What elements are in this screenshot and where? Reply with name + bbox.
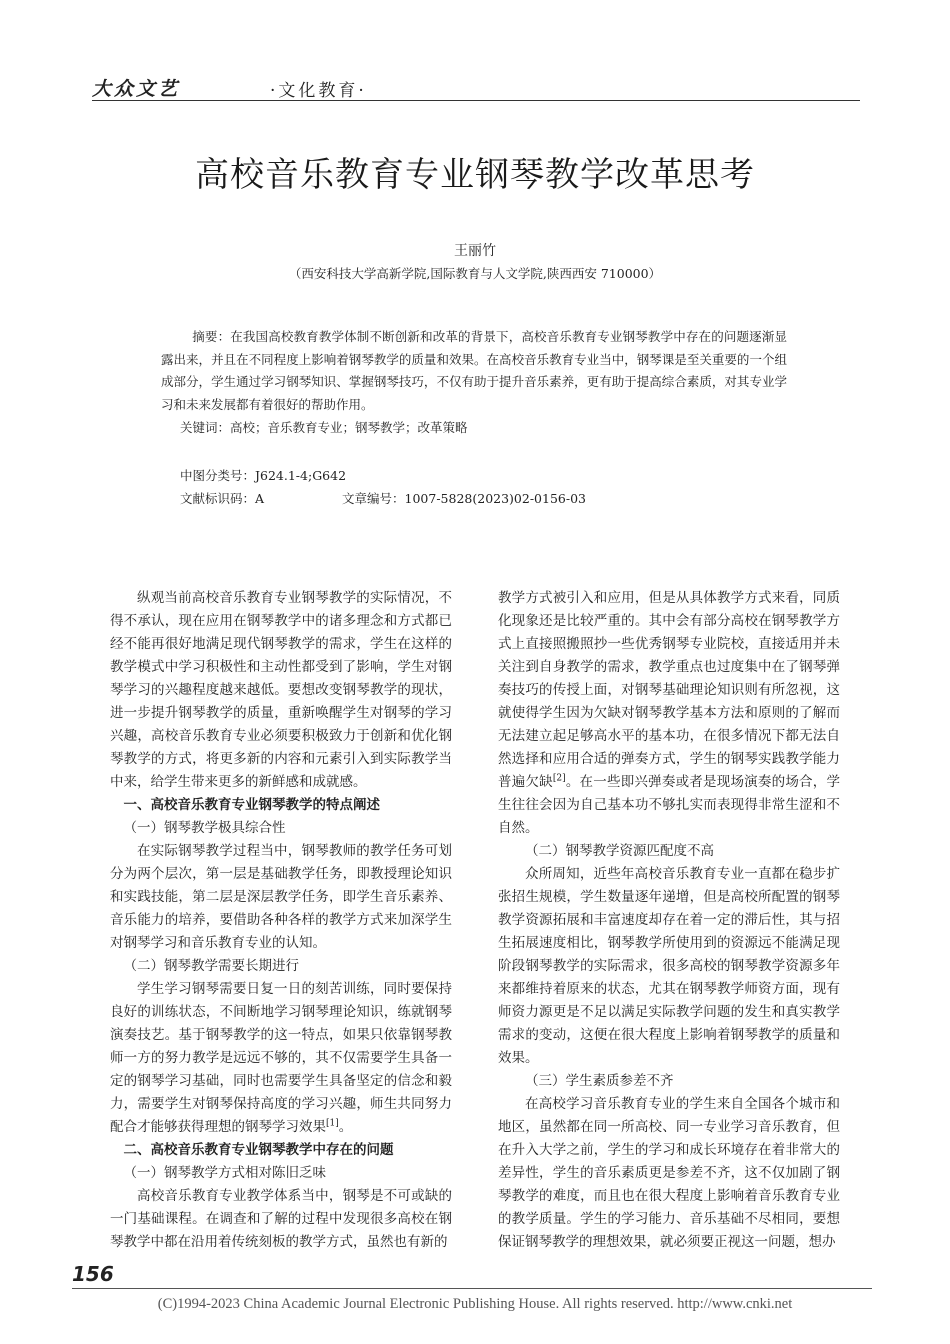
document-code-value: A	[255, 491, 265, 506]
paragraph: 在高校学习音乐教育专业的学生来自全国各个城市和地区，虽然都在同一所高校、同一专业学习音乐教育，但在升入大学之前，学生的学习和成长环境存在着非常大的差异性，学生的音乐素质更是参差不齐，这不仅加剧了钢琴教学的难度，而且也在很大程度上影响着音乐教育专业的教学质量。学生的学习能力、音乐基础不尽相同，要想保证钢琴教学的理想效果，就必须要正视这一问题，想办	[498, 1096, 840, 1250]
paragraph: 纵观当前高校音乐教育专业钢琴教学的实际情况，不得不承认，现在应用在钢琴教学中的诸多理念和方式都已经不能再很好地满足现代钢琴教学的需求，学生在这样的教学模式中学习积极性和主动性都受到了影响，学生对钢琴学习的兴趣程度越来越低。要想改变钢琴教学的现状，进一步提升钢琴教学的质量，重新唤醒学生对钢琴的学习兴趣，高校音乐教育专业必须要积极致力于创新和优化钢琴教学的方式，将更多新的内容和元素引入到实际教学当中来，给学生带来更多的新鲜感和成就感。	[110, 590, 452, 790]
body-column-right	[498, 587, 840, 1254]
document-code	[180, 489, 264, 507]
classification-label: 中图分类号：	[180, 468, 256, 483]
article-number-value: 1007-5828(2023)02-0156-03	[404, 491, 586, 506]
paragraph: 在实际钢琴教学过程当中，钢琴教师的教学任务可划分为两个层次，第一层是基础教学任务，即教授理论知识和实践技能，第二层是深层教学任务，即学生音乐素养、音乐能力的培养，要借助各种各样的教学方式来加深学生对钢琴学习和音乐教育专业的认知。	[110, 843, 452, 951]
classification-value: J624.1-4;G642	[255, 468, 347, 483]
abstract-text: 在我国高校教育教学体制不断创新和改革的背景下，高校音乐教育专业钢琴教学中存在的问题逐渐显露出来，并且在不同程度上影响着钢琴教学的质量和效果。在高校音乐教育专业当中，钢琴课是至关重要的一个组成部分，学生通过学习钢琴知识、掌握钢琴技巧，不仅有助于提升音乐素养，更有助于提高综合素质，对其专业学习和未来发展都有着很好的帮助作用。	[161, 329, 787, 412]
subsection-heading: （二）钢琴教学资源匹配度不高	[525, 843, 714, 859]
author-affiliation: （西安科技大学高新学院,国际教育与人文学院,陕西西安 710000）	[288, 266, 662, 281]
document-code-label: 文献标识码：	[180, 491, 256, 506]
citation-ref[interactable]: [1]	[326, 1118, 339, 1129]
paragraph-text: 学生学习钢琴需要日复一日的刻苦训练，同时要保持良好的训练状态，不间断地学习钢琴理论知识，练就钢琴演奏技艺。基于钢琴教学的这一特点，如果只依靠钢琴教师一方的努力教学是远远不够的，其不仅需要学生具备一定的钢琴学习基础，同时也需要学生具备坚定的信念和毅力，需要学生对钢琴保持高度的学习兴趣，师生共同努力配合才能够获得理想的钢琴学习效果	[110, 981, 452, 1135]
subsection-heading: （三）学生素质参差不齐	[525, 1073, 674, 1089]
journal-name: 大众文艺	[92, 78, 181, 100]
paragraph-text: 。在一些即兴弹奏或者是现场演奏的场合，学生往往会因为自己基本功不够扎实而表现得非常生涩和不自然。	[498, 774, 840, 836]
paragraph: 高校音乐教育专业教学体系当中，钢琴是不可或缺的一门基础课程。在调查和了解的过程中发现很多高校在钢琴教学中都在沿用着传统刻板的教学方式，虽然也有新的	[110, 1188, 452, 1250]
classification-number	[180, 466, 346, 484]
abstract	[161, 326, 787, 416]
subsection-heading: （一）钢琴教学极具综合性	[123, 820, 286, 836]
author-name: 王丽竹	[454, 243, 496, 259]
paragraph: 众所周知，近些年高校音乐教育专业一直都在稳步扩张招生规模，学生数量逐年递增，但是高校所配置的钢琴教学资源拓展和丰富速度却存在着一定的滞后性，其与招生拓展速度相比，钢琴教学所使用到的资源远不能满足现阶段钢琴教学的实际需求，很多高校的钢琴教学资源多年来都维持着原来的状态，尤其在钢琴教学师资方面，现有师资力源更是不足以满足实际教学问题的发生和真实教学需求的变动，这便在很大程度上影响着钢琴教学的质量和效果。	[498, 866, 840, 1066]
section-heading: 一、高校音乐教育专业钢琴教学的特点阐述	[123, 797, 380, 813]
keywords	[180, 418, 786, 436]
copyright-notice: (C)1994-2023 China Academic Journal Electronic Publishing House. All rights reserved. http://www.cnki.net	[157, 1296, 793, 1312]
section-heading: 二、高校音乐教育专业钢琴教学中存在的问题	[123, 1142, 394, 1158]
keywords-label: 关键词：	[180, 420, 231, 435]
citation-ref[interactable]: [2]	[552, 773, 566, 784]
article-number	[342, 489, 586, 507]
header-divider	[92, 100, 860, 101]
page-number: 156	[72, 1262, 114, 1286]
paragraph-text: 教学方式被引入和应用，但是从具体教学方式来看，同质化现象还是比较严重的。其中会有部分高校在钢琴教学方式上直接照搬照抄一些优秀钢琴专业院校，直接适用并未关注到自身教学的需求，教学重点也过度集中在了钢琴弹奏技巧的传授上面，对钢琴基础理论知识则有所忽视，这就使得学生因为欠缺对钢琴教学基本方法和原则的了解而无法建立起足够高水平的基本功，在很多情况下都无法自然选择和应用合适的弹奏方式，学生的钢琴实践教学能力普遍欠缺	[498, 590, 840, 790]
subsection-heading: （二）钢琴教学需要长期进行	[123, 958, 299, 974]
paragraph-end: 。	[338, 1119, 353, 1135]
paragraph	[110, 978, 452, 1139]
article-title: 高校音乐教育专业钢琴教学改革思考	[195, 155, 755, 195]
body-column-left	[110, 587, 452, 1254]
article-number-label: 文章编号：	[342, 491, 405, 506]
abstract-label: 摘要：	[192, 329, 231, 344]
subsection-heading: （一）钢琴教学方式相对陈旧乏味	[123, 1165, 326, 1181]
paragraph	[498, 587, 840, 840]
footer-divider	[72, 1288, 872, 1289]
section-tag: ·文化教育·	[270, 81, 367, 101]
keywords-text: 高校；音乐教育专业；钢琴教学；改革策略	[230, 420, 468, 435]
